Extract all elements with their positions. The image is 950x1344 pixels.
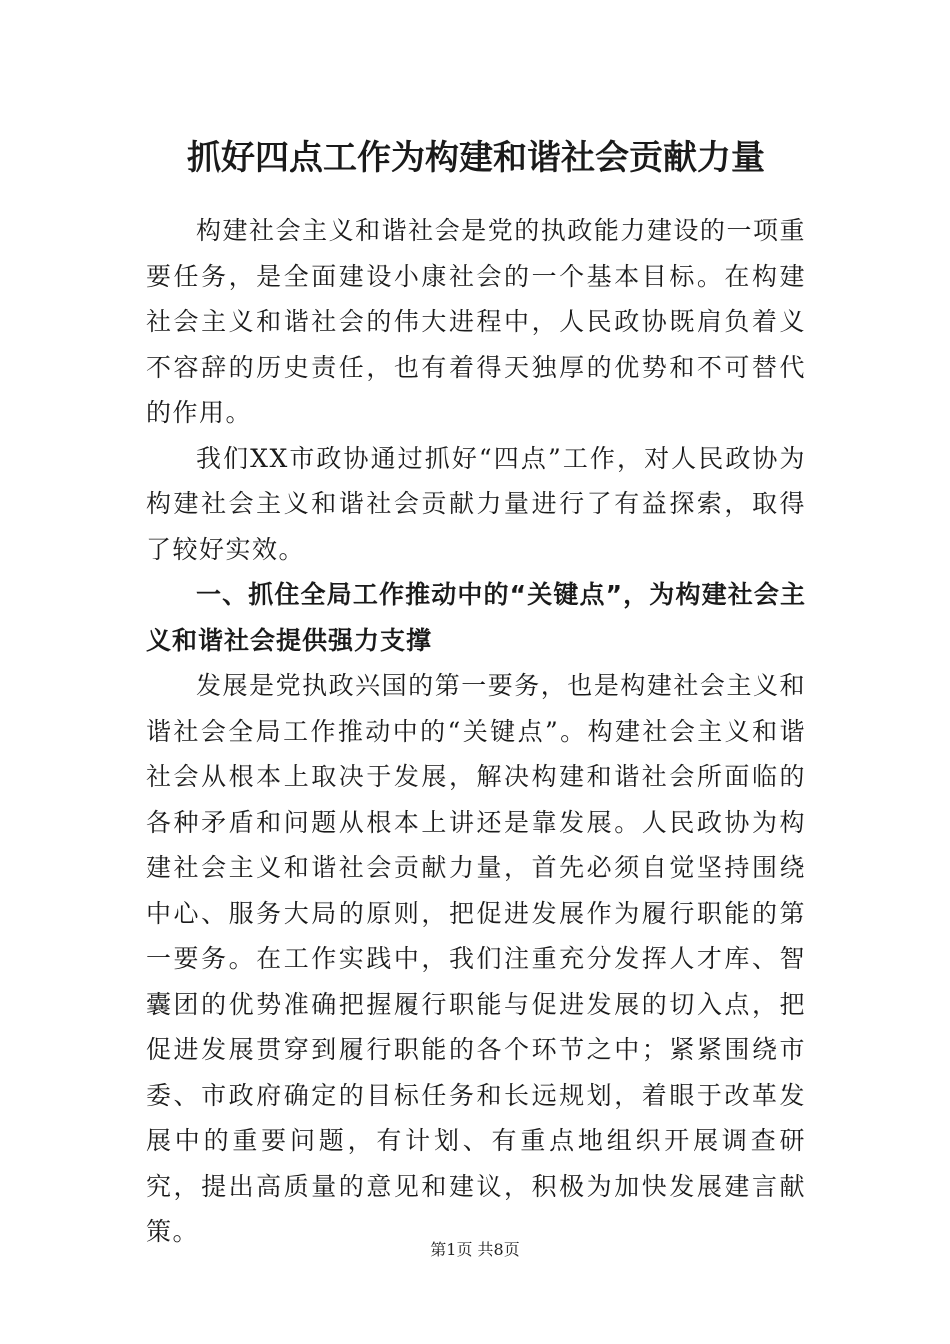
document-title: 抓好四点工作为构建和谐社会贡献力量 — [187, 138, 765, 178]
section-1-paragraph: 发展是党执政兴国的第一要务，也是构建社会主义和谐社会全局工作推动中的“关键点”。构建社会主义和谐社会从根本上取决于发展，解决构建和谐社会所面临的各种矛盾和问题从根本上讲还是靠发展。人民政协为构建社会主义和谐社会贡献力量，首先必须自觉坚持围绕中心、服务大局的原则，把促进发展作为履行职能的第一要务。在工作实践中，我们注重充分发挥人才库、智囊团的优势准确把握履行职能与促进发展的切入点，把促进发展贯穿到履行职能的各个环节之中；紧紧围绕市委、市政府确定的目标任务和长远规划，着眼于改革发展中的重要问题，有计划、有重点地组织开展调查研究，提出高质量的意见和建议，积极为加快发展建言献策。 — [146, 671, 806, 1246]
document-page — [146, 130, 806, 1255]
section-heading-1: 一、抓住全局工作推动中的“关键点”，为构建社会主义和谐社会提供强力支撑 — [146, 580, 806, 655]
paragraph-overview: 我们XX市政协通过抓好“四点”工作，对人民政协为构建社会主义和谐社会贡献力量进行了有益探索，取得了较好实效。 — [146, 443, 806, 564]
paragraph-intro: 构建社会主义和谐社会是党的执政能力建设的一项重要任务，是全面建设小康社会的一个基本目标。在构建社会主义和谐社会的伟大进程中，人民政协既肩负着义不容辞的历史责任，也有着得天独厚的优势和不可替代的作用。 — [146, 216, 806, 427]
page-number-footer: 第1页 共8页 — [430, 1240, 520, 1259]
